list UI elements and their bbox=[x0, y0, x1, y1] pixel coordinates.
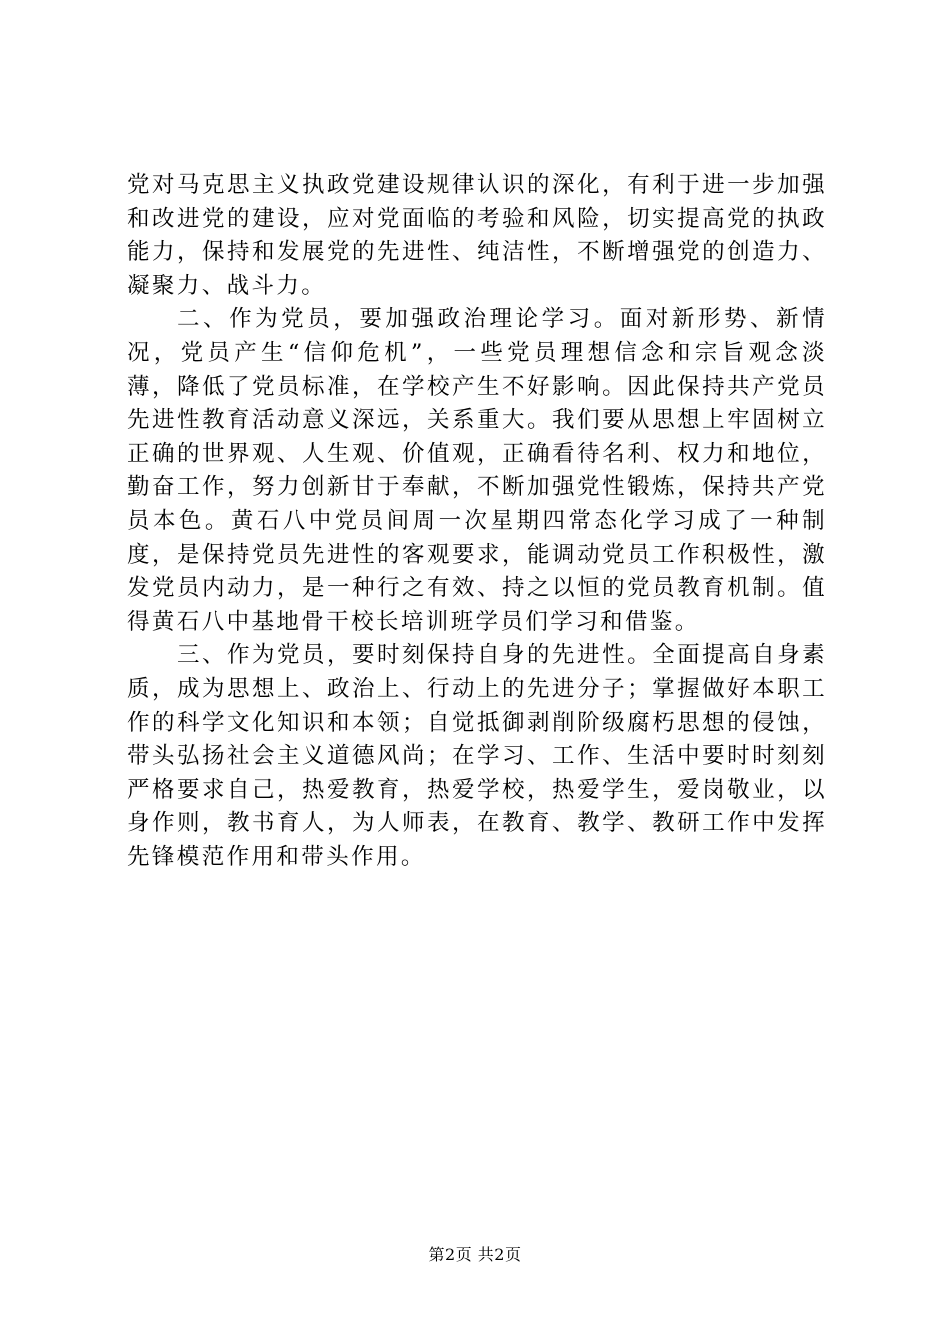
paragraph-political-study: 二、作为党员，要加强政治理论学习。面对新形势、新情况，党员产生“信仰危机”，一些党员理想信念和宗旨观念淡薄，降低了党员标准，在学校产生不好影响。因此保持共产党员先进性教育活动意义深远，关系重大。我们要从思想上牢固树立正确的世界观、人生观、价值观，正确看待名利、权力和地位，勤奋工作，努力创新甘于奉献，不断加强党性锻炼，保持共产党员本色。黄石八中党员间周一次星期四常态化学习成了一种制度，是保持党员先进性的客观要求，能调动党员工作积极性，激发党员内动力，是一种行之有效、持之以恒的党员教育机制。值得黄石八中基地骨干校长培训班学员们学习和借鉴。 bbox=[127, 306, 827, 635]
paragraph-continuation: 党对马克思主义执政党建设规律认识的深化，有利于进一步加强和改进党的建设，应对党面临的考验和风险，切实提高党的执政能力，保持和发展党的先进性、纯洁性，不断增强党的创造力、凝聚力、战斗力。 bbox=[127, 172, 827, 299]
page-number-footer bbox=[0, 1244, 950, 1266]
document-body bbox=[127, 169, 827, 874]
paragraph-advanced-nature: 三、作为党员，要时刻保持自身的先进性。全面提高自身素质，成为思想上、政治上、行动上的先进分子；掌握做好本职工作的科学文化知识和本领；自觉抵御剥削阶级腐朽思想的侵蚀，带头弘扬社会主义道德风尚；在学习、工作、生活中要时时刻刻严格要求自己，热爱教育，热爱学校，热爱学生，爱岗敬业，以身作则，教书育人，为人师表，在教育、教学、教研工作中发挥先锋模范作用和带头作用。 bbox=[127, 642, 827, 870]
page-number-label: 第2页 共2页 bbox=[428, 1245, 522, 1264]
